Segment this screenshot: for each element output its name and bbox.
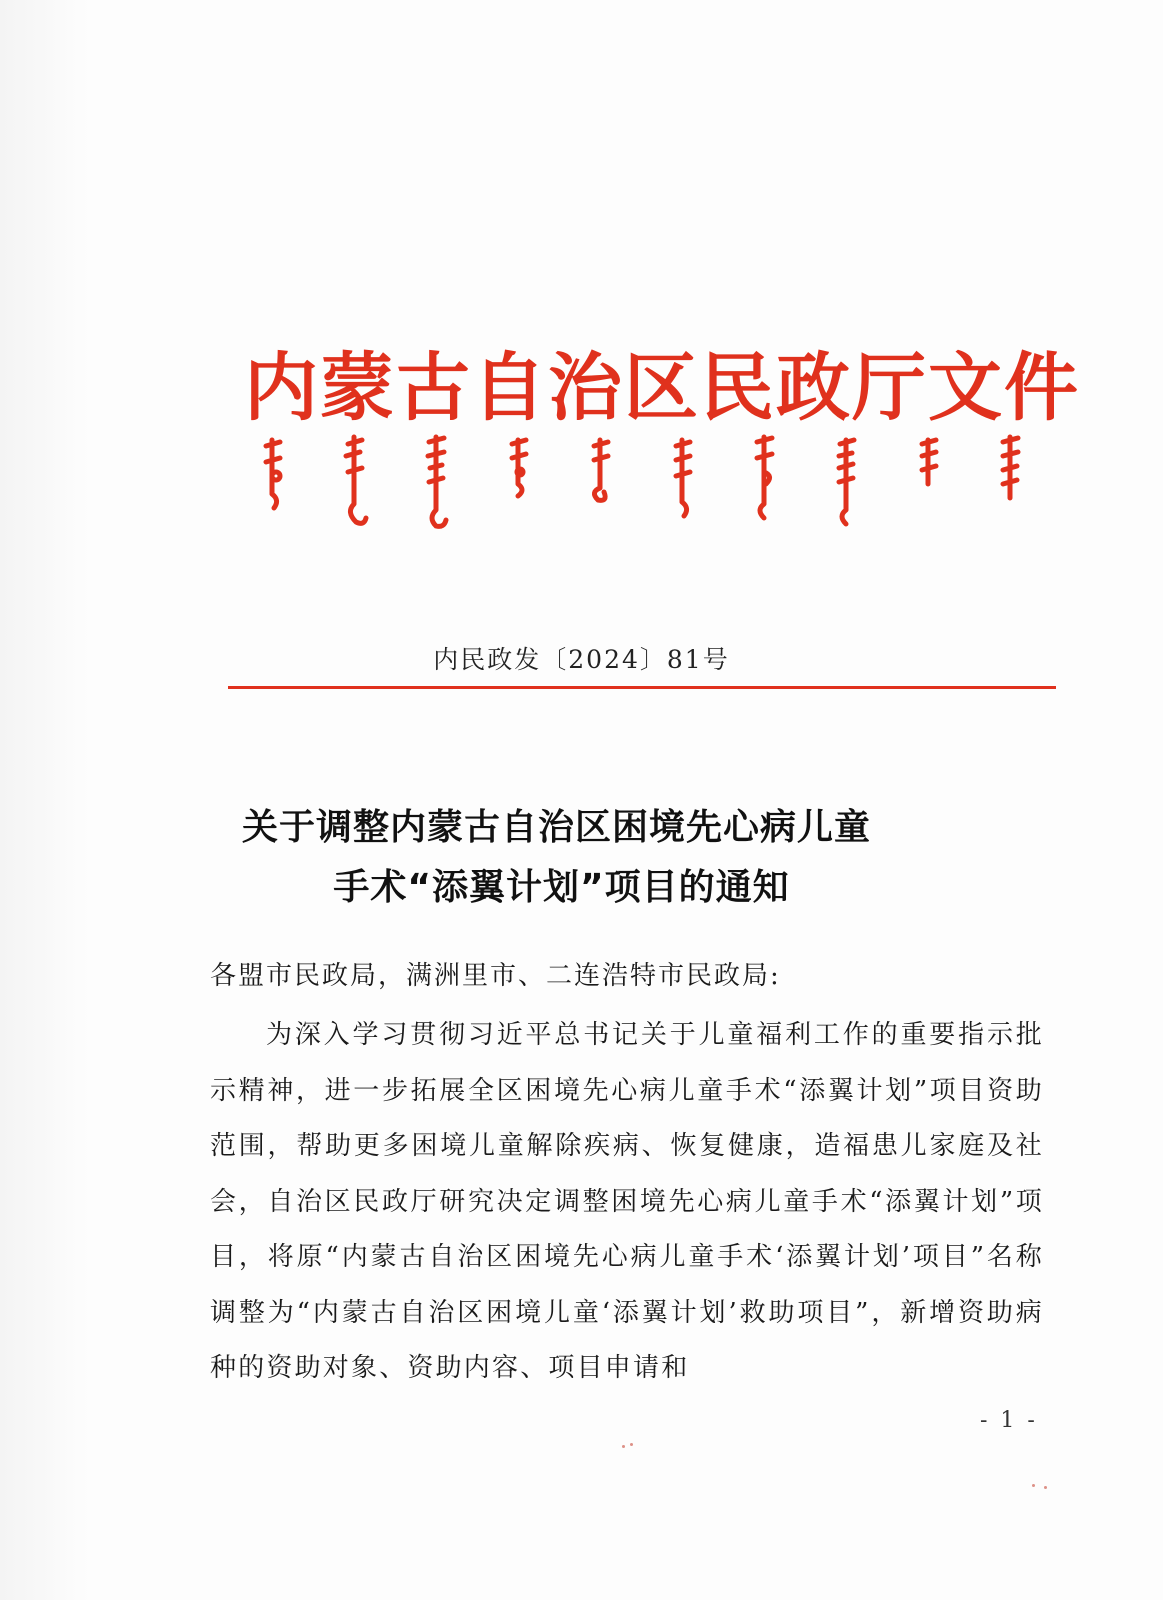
page-number: - 1 - (980, 1408, 1038, 1433)
mongol-word-10 (1003, 437, 1018, 498)
mongolian-script-glyphs (262, 432, 1022, 532)
mongol-word-1 (266, 440, 280, 508)
red-divider-line (228, 686, 1056, 689)
mongol-word-9 (922, 440, 936, 484)
mongol-word-8 (839, 440, 854, 524)
document-title-line-1: 关于调整内蒙古自治区困境先心病儿童 (241, 807, 871, 848)
mongol-word-4 (512, 440, 526, 496)
document-title-line-2: 手术“添翼计划”项目的通知 (333, 867, 790, 908)
addressee-line: 各盟市民政局，满洲里市、二连浩特市民政局: (210, 961, 781, 991)
document-title (0, 798, 1163, 918)
mongol-word-6 (676, 440, 690, 516)
body-paragraph: 为深入学习贯彻习近平总书记关于儿童福利工作的重要指示批示精神，进一步拓展全区困境先心病儿童手术“添翼计划”项目资助范围，帮助更多困境儿童解除疾病、恢复健康，造福患儿家庭及社会，自治区民政厅研究决定调整困境先心病儿童手术“添翼计划”项目，将原“内蒙古自治区困境先心病儿童手术‘添翼计划’项目”名称调整为“内蒙古自治区困境儿童‘添翼计划’救助项目”，新增资助病种的资助对象、资助内容、项目申请和 (210, 1020, 1044, 1383)
agency-header-title: 内蒙古自治区民政厅文件 (244, 345, 1080, 431)
mongol-word-2 (346, 437, 366, 523)
mongol-word-7 (757, 437, 772, 518)
mongol-word-5 (594, 440, 608, 500)
mongol-word-3 (428, 437, 446, 526)
document-number: 内民政发〔2024〕81号 (433, 645, 730, 674)
mongolian-script-header (262, 432, 1022, 532)
